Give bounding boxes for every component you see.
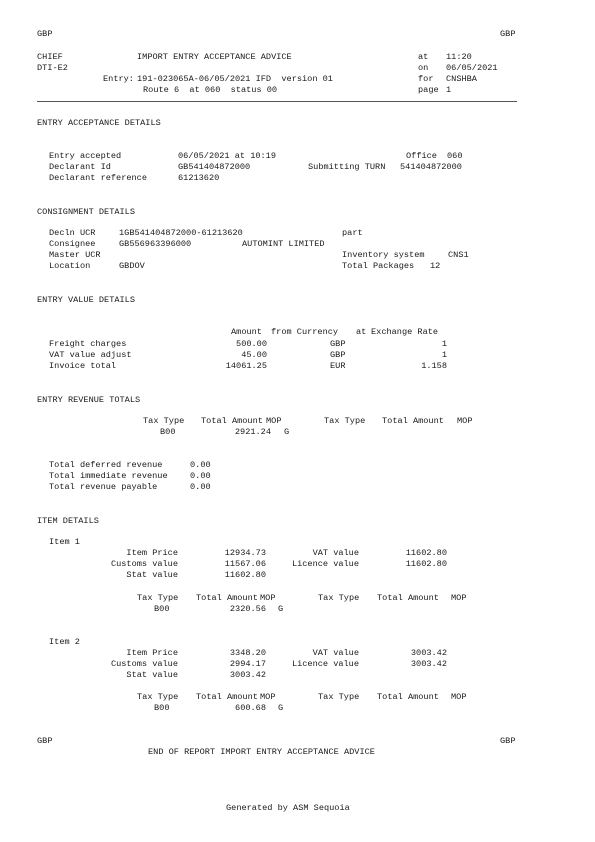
item-column-header-mop-2: MOP xyxy=(451,692,467,702)
office-value: 060 xyxy=(447,151,463,161)
customs-value-label: Customs value xyxy=(110,659,178,669)
on-label: on xyxy=(418,63,429,73)
item-title: Item 1 xyxy=(49,537,80,547)
vat-value-label: VAT value xyxy=(312,548,359,558)
at-label: at xyxy=(418,52,429,62)
generated-by-footer: Generated by ASM Sequoia xyxy=(226,803,350,813)
item-price-label: Item Price xyxy=(126,548,178,558)
column-header-mop: MOP xyxy=(266,416,282,426)
item-tax-mop: G xyxy=(278,703,284,713)
declarant-reference-value: 61213620 xyxy=(178,173,220,183)
item-column-header-mop-2: MOP xyxy=(451,593,467,603)
total-revenue-payable-label: Total revenue payable xyxy=(49,482,158,492)
total-packages-value: 12 xyxy=(430,261,441,271)
inventory-system-value: CNS1 xyxy=(448,250,469,260)
column-header-total-amount-2: Total Amount xyxy=(382,416,444,426)
stat-value-label: Stat value xyxy=(126,570,178,580)
currency-label-top-left: GBP xyxy=(37,29,53,39)
for-value: CNSHBA xyxy=(446,74,477,84)
licence-value: 3003.42 xyxy=(410,659,447,669)
office-label: Office xyxy=(406,151,437,161)
item-tax-type: B00 xyxy=(154,703,170,713)
stat-value: 3003.42 xyxy=(229,670,266,680)
on-value: 06/05/2021 xyxy=(446,63,498,73)
revenue-tax-type: B00 xyxy=(160,427,176,437)
customs-value: 11567.06 xyxy=(224,559,266,569)
vat-value-adjust-rate: 1 xyxy=(441,350,447,360)
entry-accepted-label: Entry accepted xyxy=(49,151,122,161)
item-column-header-mop: MOP xyxy=(260,692,276,702)
consignee-value: GB556963396000 xyxy=(119,239,192,249)
item-column-header-total-amount-2: Total Amount xyxy=(377,692,439,702)
vat-value: 3003.42 xyxy=(410,648,447,658)
column-header-total-amount: Total Amount xyxy=(201,416,263,426)
item-column-header-mop: MOP xyxy=(260,593,276,603)
item-price-value: 12934.73 xyxy=(224,548,266,558)
currency-label-bottom-right: GBP xyxy=(500,736,516,746)
master-ucr-label: Master UCR xyxy=(49,250,101,260)
item-tax-type: B00 xyxy=(154,604,170,614)
revenue-mop: G xyxy=(284,427,290,437)
section-title-consignment: CONSIGNMENT DETAILS xyxy=(37,207,135,217)
column-header-from-currency: from Currency xyxy=(271,327,339,337)
customs-value: 2994.17 xyxy=(229,659,266,669)
submitting-turn-label: Submitting TURN xyxy=(308,162,386,172)
item-price-value: 3348.20 xyxy=(229,648,266,658)
total-packages-label: Total Packages xyxy=(342,261,415,271)
page-label: page xyxy=(418,85,439,95)
vat-value-adjust-amount: 45.00 xyxy=(241,350,267,360)
item-column-header-tax-type-2: Tax Type xyxy=(318,692,360,702)
total-immediate-revenue-label: Total immediate revenue xyxy=(49,471,168,481)
route-line: Route 6 at 060 status 00 xyxy=(143,85,278,95)
item-column-header-total-amount: Total Amount xyxy=(196,692,258,702)
total-revenue-payable-value: 0.00 xyxy=(190,482,211,492)
inventory-system-label: Inventory system xyxy=(342,250,425,260)
declarant-reference-label: Declarant reference xyxy=(49,173,147,183)
item-title: Item 2 xyxy=(49,637,80,647)
licence-value: 11602.80 xyxy=(405,559,447,569)
item-column-header-tax-type: Tax Type xyxy=(137,593,179,603)
vat-value-label: VAT value xyxy=(312,648,359,658)
page-number: 1 xyxy=(446,85,452,95)
consignee-name: AUTOMINT LIMITED xyxy=(242,239,325,249)
item-price-label: Item Price xyxy=(126,648,178,658)
item-column-header-total-amount-2: Total Amount xyxy=(377,593,439,603)
report-title: IMPORT ENTRY ACCEPTANCE ADVICE xyxy=(137,52,292,62)
section-title-entry-acceptance: ENTRY ACCEPTANCE DETAILS xyxy=(37,118,161,128)
column-header-tax-type-2: Tax Type xyxy=(324,416,366,426)
item-tax-mop: G xyxy=(278,604,284,614)
freight-charges-rate: 1 xyxy=(441,339,447,349)
invoice-total-amount: 14061.25 xyxy=(225,361,267,371)
column-header-tax-type: Tax Type xyxy=(143,416,185,426)
declarant-id-label: Declarant Id xyxy=(49,162,111,172)
header-divider xyxy=(37,101,517,102)
entry-value: 191-023065A-06/05/2021 IFD version 01 xyxy=(137,74,333,84)
licence-value-label: Licence value xyxy=(291,559,359,569)
licence-value-label: Licence value xyxy=(291,659,359,669)
consignee-label: Consignee xyxy=(49,239,96,249)
end-of-report: END OF REPORT IMPORT ENTRY ACCEPTANCE ADVICE xyxy=(148,747,375,757)
entry-accepted-value: 06/05/2021 at 10:19 xyxy=(178,151,276,161)
currency-label-bottom-left: GBP xyxy=(37,736,53,746)
total-deferred-revenue-value: 0.00 xyxy=(190,460,211,470)
decln-ucr-value: 1GB541404872000-61213620 xyxy=(119,228,243,238)
decln-ucr-label: Decln UCR xyxy=(49,228,96,238)
location-label: Location xyxy=(49,261,91,271)
section-title-item-details: ITEM DETAILS xyxy=(37,516,99,526)
vat-value-adjust-currency: GBP xyxy=(330,350,346,360)
section-title-entry-revenue: ENTRY REVENUE TOTALS xyxy=(37,395,141,405)
item-tax-total-amount: 600.68 xyxy=(235,703,266,713)
stat-value: 11602.80 xyxy=(224,570,266,580)
invoice-total-label: Invoice total xyxy=(49,361,117,371)
entry-label: Entry: xyxy=(103,74,134,84)
declarant-id-value: GB541404872000 xyxy=(178,162,251,172)
system-name: CHIEF xyxy=(37,52,63,62)
vat-value: 11602.80 xyxy=(405,548,447,558)
invoice-total-rate: 1.158 xyxy=(421,361,447,371)
column-header-at: at xyxy=(356,327,367,337)
location-value: GBDOV xyxy=(119,261,145,271)
item-column-header-tax-type: Tax Type xyxy=(137,692,179,702)
currency-label-top-right: GBP xyxy=(500,29,516,39)
section-title-entry-value: ENTRY VALUE DETAILS xyxy=(37,295,135,305)
total-immediate-revenue-value: 0.00 xyxy=(190,471,211,481)
item-column-header-total-amount: Total Amount xyxy=(196,593,258,603)
total-deferred-revenue-label: Total deferred revenue xyxy=(49,460,163,470)
stat-value-label: Stat value xyxy=(126,670,178,680)
column-header-amount: Amount xyxy=(231,327,262,337)
part-label: part xyxy=(342,228,363,238)
customs-value-label: Customs value xyxy=(110,559,178,569)
terminal-id: DTI-E2 xyxy=(37,63,68,73)
revenue-total-amount: 2921.24 xyxy=(234,427,271,437)
vat-value-adjust-label: VAT value adjust xyxy=(49,350,132,360)
for-label: for xyxy=(418,74,434,84)
invoice-total-currency: EUR xyxy=(330,361,346,371)
item-tax-total-amount: 2320.56 xyxy=(229,604,266,614)
submitting-turn-value: 541404872000 xyxy=(400,162,462,172)
freight-charges-currency: GBP xyxy=(330,339,346,349)
column-header-mop-2: MOP xyxy=(457,416,473,426)
at-value: 11:20 xyxy=(446,52,472,62)
column-header-exchange-rate: Exchange Rate xyxy=(371,327,439,337)
item-column-header-tax-type-2: Tax Type xyxy=(318,593,360,603)
freight-charges-amount: 500.00 xyxy=(236,339,267,349)
freight-charges-label: Freight charges xyxy=(49,339,127,349)
